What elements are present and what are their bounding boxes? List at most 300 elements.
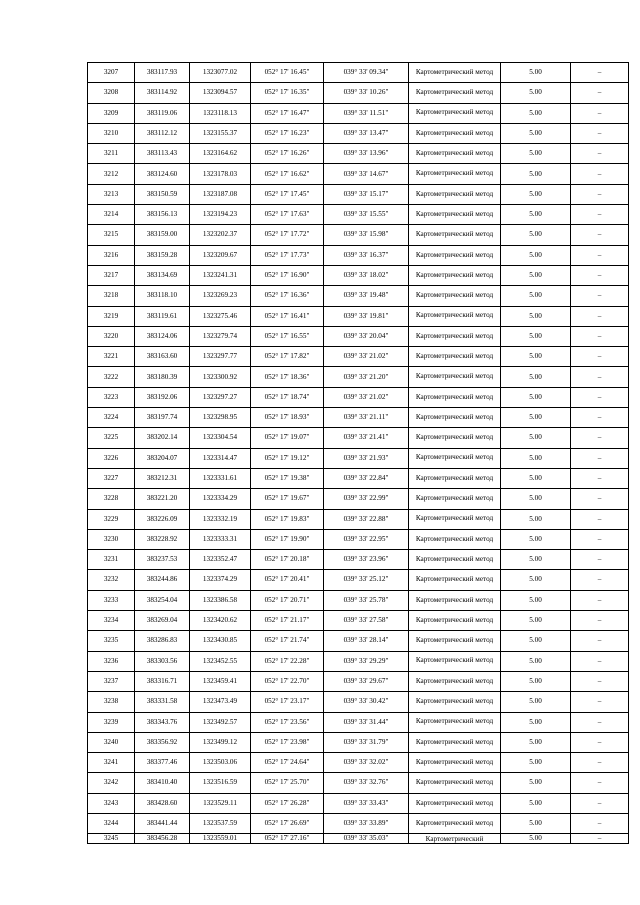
x-coordinate-cell: 383159.00 xyxy=(135,225,190,245)
accuracy-cell: 5.00 xyxy=(501,590,571,610)
note-cell: – xyxy=(571,408,629,428)
method-cell: Картометрический метод xyxy=(409,408,501,428)
table-row xyxy=(88,408,629,428)
y-coordinate-cell: 1323118.13 xyxy=(190,103,251,123)
longitude-cell: 039° 33' 22.84" xyxy=(324,468,409,488)
x-coordinate-cell: 383119.06 xyxy=(135,103,190,123)
longitude-cell: 039° 33' 13.96" xyxy=(324,144,409,164)
method-cell: Картометрический метод xyxy=(409,509,501,529)
y-coordinate-cell: 1323420.62 xyxy=(190,611,251,631)
note-cell: – xyxy=(571,63,629,83)
note-cell: – xyxy=(571,550,629,570)
x-coordinate-cell: 383192.06 xyxy=(135,387,190,407)
method-cell: Картометрический метод xyxy=(409,550,501,570)
latitude-cell: 052° 17' 16.36" xyxy=(251,286,324,306)
method-cell: Картометрический метод xyxy=(409,631,501,651)
accuracy-cell: 5.00 xyxy=(501,570,571,590)
longitude-cell: 039° 33' 22.88" xyxy=(324,509,409,529)
table-row xyxy=(88,164,629,184)
table-row xyxy=(88,570,629,590)
table-row xyxy=(88,387,629,407)
longitude-cell: 039° 33' 21.20" xyxy=(324,367,409,387)
note-cell: – xyxy=(571,184,629,204)
y-coordinate-cell: 1323187.08 xyxy=(190,184,251,204)
latitude-cell: 052° 17' 16.23" xyxy=(251,123,324,143)
note-cell: – xyxy=(571,732,629,752)
table-row xyxy=(88,326,629,346)
method-cell: Картометрический xyxy=(409,834,501,844)
longitude-cell: 039° 33' 15.98" xyxy=(324,225,409,245)
note-cell: – xyxy=(571,834,629,844)
accuracy-cell: 5.00 xyxy=(501,408,571,428)
method-cell: Картометрический метод xyxy=(409,387,501,407)
accuracy-cell: 5.00 xyxy=(501,83,571,103)
note-cell: – xyxy=(571,245,629,265)
accuracy-cell: 5.00 xyxy=(501,509,571,529)
x-coordinate-cell: 383150.59 xyxy=(135,184,190,204)
note-cell: – xyxy=(571,448,629,468)
y-coordinate-cell: 1323314.47 xyxy=(190,448,251,468)
point-number-cell: 3210 xyxy=(88,123,135,143)
note-cell: – xyxy=(571,793,629,813)
x-coordinate-cell: 383441.44 xyxy=(135,813,190,833)
note-cell: – xyxy=(571,529,629,549)
latitude-cell: 052° 17' 23.98" xyxy=(251,732,324,752)
table-row xyxy=(88,671,629,691)
accuracy-cell: 5.00 xyxy=(501,468,571,488)
note-cell: – xyxy=(571,387,629,407)
method-cell: Картометрический метод xyxy=(409,570,501,590)
accuracy-cell: 5.00 xyxy=(501,448,571,468)
latitude-cell: 052° 17' 22.28" xyxy=(251,651,324,671)
table-row xyxy=(88,509,629,529)
longitude-cell: 039° 33' 11.51" xyxy=(324,103,409,123)
note-cell: – xyxy=(571,671,629,691)
x-coordinate-cell: 383269.04 xyxy=(135,611,190,631)
y-coordinate-cell: 1323374.29 xyxy=(190,570,251,590)
longitude-cell: 039° 33' 22.99" xyxy=(324,489,409,509)
accuracy-cell: 5.00 xyxy=(501,225,571,245)
method-cell: Картометрический метод xyxy=(409,144,501,164)
note-cell: – xyxy=(571,205,629,225)
x-coordinate-cell: 383202.14 xyxy=(135,428,190,448)
accuracy-cell: 5.00 xyxy=(501,205,571,225)
latitude-cell: 052° 17' 16.55" xyxy=(251,326,324,346)
x-coordinate-cell: 383428.60 xyxy=(135,793,190,813)
latitude-cell: 052° 17' 26.28" xyxy=(251,793,324,813)
point-number-cell: 3240 xyxy=(88,732,135,752)
accuracy-cell: 5.00 xyxy=(501,144,571,164)
x-coordinate-cell: 383410.40 xyxy=(135,773,190,793)
table-row xyxy=(88,103,629,123)
latitude-cell: 052° 17' 20.71" xyxy=(251,590,324,610)
accuracy-cell: 5.00 xyxy=(501,164,571,184)
note-cell: – xyxy=(571,83,629,103)
y-coordinate-cell: 1323516.59 xyxy=(190,773,251,793)
point-number-cell: 3222 xyxy=(88,367,135,387)
table-row xyxy=(88,529,629,549)
method-cell: Картометрический метод xyxy=(409,753,501,773)
x-coordinate-cell: 383286.83 xyxy=(135,631,190,651)
table-row xyxy=(88,347,629,367)
y-coordinate-cell: 1323331.61 xyxy=(190,468,251,488)
table-row xyxy=(88,793,629,813)
longitude-cell: 039° 33' 33.89" xyxy=(324,813,409,833)
note-cell: – xyxy=(571,164,629,184)
method-cell: Картометрический метод xyxy=(409,326,501,346)
table-row xyxy=(88,265,629,285)
table-row xyxy=(88,245,629,265)
longitude-cell: 039° 33' 15.17" xyxy=(324,184,409,204)
note-cell: – xyxy=(571,144,629,164)
point-number-cell: 3231 xyxy=(88,550,135,570)
x-coordinate-cell: 383134.69 xyxy=(135,265,190,285)
accuracy-cell: 5.00 xyxy=(501,326,571,346)
table-row xyxy=(88,428,629,448)
latitude-cell: 052° 17' 16.35" xyxy=(251,83,324,103)
y-coordinate-cell: 1323155.37 xyxy=(190,123,251,143)
method-cell: Картометрический метод xyxy=(409,428,501,448)
method-cell: Картометрический метод xyxy=(409,286,501,306)
accuracy-cell: 5.00 xyxy=(501,387,571,407)
longitude-cell: 039° 33' 31.44" xyxy=(324,712,409,732)
latitude-cell: 052° 17' 19.90" xyxy=(251,529,324,549)
x-coordinate-cell: 383356.92 xyxy=(135,732,190,752)
point-number-cell: 3242 xyxy=(88,773,135,793)
accuracy-cell: 5.00 xyxy=(501,611,571,631)
note-cell: – xyxy=(571,326,629,346)
x-coordinate-cell: 383303.56 xyxy=(135,651,190,671)
latitude-cell: 052° 17' 23.17" xyxy=(251,692,324,712)
method-cell: Картометрический метод xyxy=(409,184,501,204)
longitude-cell: 039° 33' 25.12" xyxy=(324,570,409,590)
point-number-cell: 3233 xyxy=(88,590,135,610)
method-cell: Картометрический метод xyxy=(409,164,501,184)
y-coordinate-cell: 1323077.02 xyxy=(190,63,251,83)
method-cell: Картометрический метод xyxy=(409,712,501,732)
latitude-cell: 052° 17' 17.73" xyxy=(251,245,324,265)
point-number-cell: 3244 xyxy=(88,813,135,833)
accuracy-cell: 5.00 xyxy=(501,671,571,691)
point-number-cell: 3207 xyxy=(88,63,135,83)
accuracy-cell: 5.00 xyxy=(501,550,571,570)
table-row xyxy=(88,651,629,671)
method-cell: Картометрический метод xyxy=(409,225,501,245)
accuracy-cell: 5.00 xyxy=(501,265,571,285)
longitude-cell: 039° 33' 22.95" xyxy=(324,529,409,549)
note-cell: – xyxy=(571,103,629,123)
y-coordinate-cell: 1323164.62 xyxy=(190,144,251,164)
table-row xyxy=(88,448,629,468)
y-coordinate-cell: 1323304.54 xyxy=(190,428,251,448)
longitude-cell: 039° 33' 29.67" xyxy=(324,671,409,691)
table-row xyxy=(88,813,629,833)
table-row xyxy=(88,63,629,83)
note-cell: – xyxy=(571,712,629,732)
y-coordinate-cell: 1323503.06 xyxy=(190,753,251,773)
table-row xyxy=(88,123,629,143)
note-cell: – xyxy=(571,265,629,285)
point-number-cell: 3216 xyxy=(88,245,135,265)
accuracy-cell: 5.00 xyxy=(501,123,571,143)
y-coordinate-cell: 1323334.29 xyxy=(190,489,251,509)
longitude-cell: 039° 33' 16.37" xyxy=(324,245,409,265)
table-row xyxy=(88,550,629,570)
accuracy-cell: 5.00 xyxy=(501,834,571,844)
note-cell: – xyxy=(571,367,629,387)
latitude-cell: 052° 17' 25.70" xyxy=(251,773,324,793)
accuracy-cell: 5.00 xyxy=(501,428,571,448)
x-coordinate-cell: 383113.43 xyxy=(135,144,190,164)
point-number-cell: 3212 xyxy=(88,164,135,184)
accuracy-cell: 5.00 xyxy=(501,63,571,83)
method-cell: Картометрический метод xyxy=(409,651,501,671)
y-coordinate-cell: 1323529.11 xyxy=(190,793,251,813)
point-number-cell: 3215 xyxy=(88,225,135,245)
x-coordinate-cell: 383117.93 xyxy=(135,63,190,83)
note-cell: – xyxy=(571,631,629,651)
point-number-cell: 3218 xyxy=(88,286,135,306)
latitude-cell: 052° 17' 16.26" xyxy=(251,144,324,164)
y-coordinate-cell: 1323094.57 xyxy=(190,83,251,103)
accuracy-cell: 5.00 xyxy=(501,306,571,326)
y-coordinate-cell: 1323537.59 xyxy=(190,813,251,833)
method-cell: Картометрический метод xyxy=(409,773,501,793)
latitude-cell: 052° 17' 21.74" xyxy=(251,631,324,651)
point-number-cell: 3211 xyxy=(88,144,135,164)
longitude-cell: 039° 33' 33.43" xyxy=(324,793,409,813)
table-row xyxy=(88,489,629,509)
point-number-cell: 3220 xyxy=(88,326,135,346)
point-number-cell: 3238 xyxy=(88,692,135,712)
accuracy-cell: 5.00 xyxy=(501,529,571,549)
latitude-cell: 052° 17' 22.70" xyxy=(251,671,324,691)
y-coordinate-cell: 1323352.47 xyxy=(190,550,251,570)
x-coordinate-cell: 383197.74 xyxy=(135,408,190,428)
method-cell: Картометрический метод xyxy=(409,611,501,631)
longitude-cell: 039° 33' 31.79" xyxy=(324,732,409,752)
x-coordinate-cell: 383156.13 xyxy=(135,205,190,225)
table-body xyxy=(88,63,629,844)
latitude-cell: 052° 17' 17.72" xyxy=(251,225,324,245)
note-cell: – xyxy=(571,611,629,631)
point-number-cell: 3245 xyxy=(88,834,135,844)
point-number-cell: 3232 xyxy=(88,570,135,590)
x-coordinate-cell: 383124.06 xyxy=(135,326,190,346)
longitude-cell: 039° 33' 21.11" xyxy=(324,408,409,428)
note-cell: – xyxy=(571,306,629,326)
longitude-cell: 039° 33' 13.47" xyxy=(324,123,409,143)
table-row xyxy=(88,611,629,631)
method-cell: Картометрический метод xyxy=(409,306,501,326)
latitude-cell: 052° 17' 21.17" xyxy=(251,611,324,631)
latitude-cell: 052° 17' 19.12" xyxy=(251,448,324,468)
accuracy-cell: 5.00 xyxy=(501,103,571,123)
point-number-cell: 3208 xyxy=(88,83,135,103)
note-cell: – xyxy=(571,753,629,773)
note-cell: – xyxy=(571,651,629,671)
y-coordinate-cell: 1323459.41 xyxy=(190,671,251,691)
point-number-cell: 3226 xyxy=(88,448,135,468)
table-row xyxy=(88,184,629,204)
note-cell: – xyxy=(571,468,629,488)
latitude-cell: 052° 17' 17.82" xyxy=(251,347,324,367)
method-cell: Картометрический метод xyxy=(409,529,501,549)
latitude-cell: 052° 17' 19.38" xyxy=(251,468,324,488)
method-cell: Картометрический метод xyxy=(409,732,501,752)
coordinates-table xyxy=(87,62,629,844)
y-coordinate-cell: 1323492.57 xyxy=(190,712,251,732)
method-cell: Картометрический метод xyxy=(409,448,501,468)
longitude-cell: 039° 33' 10.26" xyxy=(324,83,409,103)
method-cell: Картометрический метод xyxy=(409,813,501,833)
table-row xyxy=(88,286,629,306)
accuracy-cell: 5.00 xyxy=(501,692,571,712)
point-number-cell: 3236 xyxy=(88,651,135,671)
table-row xyxy=(88,834,629,844)
note-cell: – xyxy=(571,590,629,610)
table-row xyxy=(88,631,629,651)
x-coordinate-cell: 383159.28 xyxy=(135,245,190,265)
method-cell: Картометрический метод xyxy=(409,83,501,103)
x-coordinate-cell: 383331.58 xyxy=(135,692,190,712)
longitude-cell: 039° 33' 35.03" xyxy=(324,834,409,844)
y-coordinate-cell: 1323178.03 xyxy=(190,164,251,184)
accuracy-cell: 5.00 xyxy=(501,245,571,265)
latitude-cell: 052° 17' 17.45" xyxy=(251,184,324,204)
y-coordinate-cell: 1323300.92 xyxy=(190,367,251,387)
accuracy-cell: 5.00 xyxy=(501,813,571,833)
latitude-cell: 052° 17' 18.93" xyxy=(251,408,324,428)
longitude-cell: 039° 33' 30.42" xyxy=(324,692,409,712)
method-cell: Картометрический метод xyxy=(409,671,501,691)
longitude-cell: 039° 33' 21.41" xyxy=(324,428,409,448)
latitude-cell: 052° 17' 16.41" xyxy=(251,306,324,326)
table-row xyxy=(88,773,629,793)
method-cell: Картометрический метод xyxy=(409,489,501,509)
accuracy-cell: 5.00 xyxy=(501,489,571,509)
longitude-cell: 039° 33' 21.93" xyxy=(324,448,409,468)
y-coordinate-cell: 1323297.77 xyxy=(190,347,251,367)
table-row xyxy=(88,712,629,732)
point-number-cell: 3234 xyxy=(88,611,135,631)
x-coordinate-cell: 383118.10 xyxy=(135,286,190,306)
longitude-cell: 039° 33' 19.48" xyxy=(324,286,409,306)
latitude-cell: 052° 17' 16.47" xyxy=(251,103,324,123)
longitude-cell: 039° 33' 32.76" xyxy=(324,773,409,793)
longitude-cell: 039° 33' 27.58" xyxy=(324,611,409,631)
accuracy-cell: 5.00 xyxy=(501,367,571,387)
y-coordinate-cell: 1323209.67 xyxy=(190,245,251,265)
longitude-cell: 039° 33' 28.14" xyxy=(324,631,409,651)
point-number-cell: 3214 xyxy=(88,205,135,225)
note-cell: – xyxy=(571,225,629,245)
point-number-cell: 3239 xyxy=(88,712,135,732)
x-coordinate-cell: 383112.12 xyxy=(135,123,190,143)
table-row xyxy=(88,753,629,773)
x-coordinate-cell: 383228.92 xyxy=(135,529,190,549)
y-coordinate-cell: 1323499.12 xyxy=(190,732,251,752)
longitude-cell: 039° 33' 25.78" xyxy=(324,590,409,610)
method-cell: Картометрический метод xyxy=(409,692,501,712)
longitude-cell: 039° 33' 18.02" xyxy=(324,265,409,285)
longitude-cell: 039° 33' 19.81" xyxy=(324,306,409,326)
longitude-cell: 039° 33' 29.29" xyxy=(324,651,409,671)
y-coordinate-cell: 1323275.46 xyxy=(190,306,251,326)
table-row xyxy=(88,692,629,712)
longitude-cell: 039° 33' 09.34" xyxy=(324,63,409,83)
latitude-cell: 052° 17' 16.62" xyxy=(251,164,324,184)
method-cell: Картометрический метод xyxy=(409,63,501,83)
y-coordinate-cell: 1323333.31 xyxy=(190,529,251,549)
table-row xyxy=(88,225,629,245)
x-coordinate-cell: 383377.46 xyxy=(135,753,190,773)
x-coordinate-cell: 383456.28 xyxy=(135,834,190,844)
latitude-cell: 052° 17' 20.41" xyxy=(251,570,324,590)
note-cell: – xyxy=(571,123,629,143)
x-coordinate-cell: 383124.60 xyxy=(135,164,190,184)
x-coordinate-cell: 383343.76 xyxy=(135,712,190,732)
latitude-cell: 052° 17' 18.36" xyxy=(251,367,324,387)
x-coordinate-cell: 383163.60 xyxy=(135,347,190,367)
point-number-cell: 3209 xyxy=(88,103,135,123)
longitude-cell: 039° 33' 20.04" xyxy=(324,326,409,346)
accuracy-cell: 5.00 xyxy=(501,753,571,773)
latitude-cell: 052° 17' 23.56" xyxy=(251,712,324,732)
table-row xyxy=(88,83,629,103)
table-row xyxy=(88,367,629,387)
y-coordinate-cell: 1323269.23 xyxy=(190,286,251,306)
method-cell: Картометрический метод xyxy=(409,103,501,123)
x-coordinate-cell: 383254.04 xyxy=(135,590,190,610)
table-row xyxy=(88,144,629,164)
point-number-cell: 3243 xyxy=(88,793,135,813)
y-coordinate-cell: 1323279.74 xyxy=(190,326,251,346)
point-number-cell: 3227 xyxy=(88,468,135,488)
table-row xyxy=(88,732,629,752)
longitude-cell: 039° 33' 32.02" xyxy=(324,753,409,773)
y-coordinate-cell: 1323386.58 xyxy=(190,590,251,610)
longitude-cell: 039° 33' 21.02" xyxy=(324,387,409,407)
longitude-cell: 039° 33' 15.55" xyxy=(324,205,409,225)
note-cell: – xyxy=(571,347,629,367)
x-coordinate-cell: 383204.07 xyxy=(135,448,190,468)
accuracy-cell: 5.00 xyxy=(501,347,571,367)
latitude-cell: 052° 17' 27.16" xyxy=(251,834,324,844)
method-cell: Картометрический метод xyxy=(409,367,501,387)
point-number-cell: 3217 xyxy=(88,265,135,285)
x-coordinate-cell: 383226.09 xyxy=(135,509,190,529)
point-number-cell: 3223 xyxy=(88,387,135,407)
accuracy-cell: 5.00 xyxy=(501,184,571,204)
latitude-cell: 052° 17' 16.45" xyxy=(251,63,324,83)
point-number-cell: 3221 xyxy=(88,347,135,367)
method-cell: Картометрический метод xyxy=(409,205,501,225)
method-cell: Картометрический метод xyxy=(409,123,501,143)
point-number-cell: 3230 xyxy=(88,529,135,549)
latitude-cell: 052° 17' 19.83" xyxy=(251,509,324,529)
y-coordinate-cell: 1323559.01 xyxy=(190,834,251,844)
note-cell: – xyxy=(571,773,629,793)
point-number-cell: 3237 xyxy=(88,671,135,691)
point-number-cell: 3213 xyxy=(88,184,135,204)
point-number-cell: 3241 xyxy=(88,753,135,773)
y-coordinate-cell: 1323430.85 xyxy=(190,631,251,651)
x-coordinate-cell: 383221.20 xyxy=(135,489,190,509)
longitude-cell: 039° 33' 23.96" xyxy=(324,550,409,570)
table-row xyxy=(88,205,629,225)
accuracy-cell: 5.00 xyxy=(501,712,571,732)
